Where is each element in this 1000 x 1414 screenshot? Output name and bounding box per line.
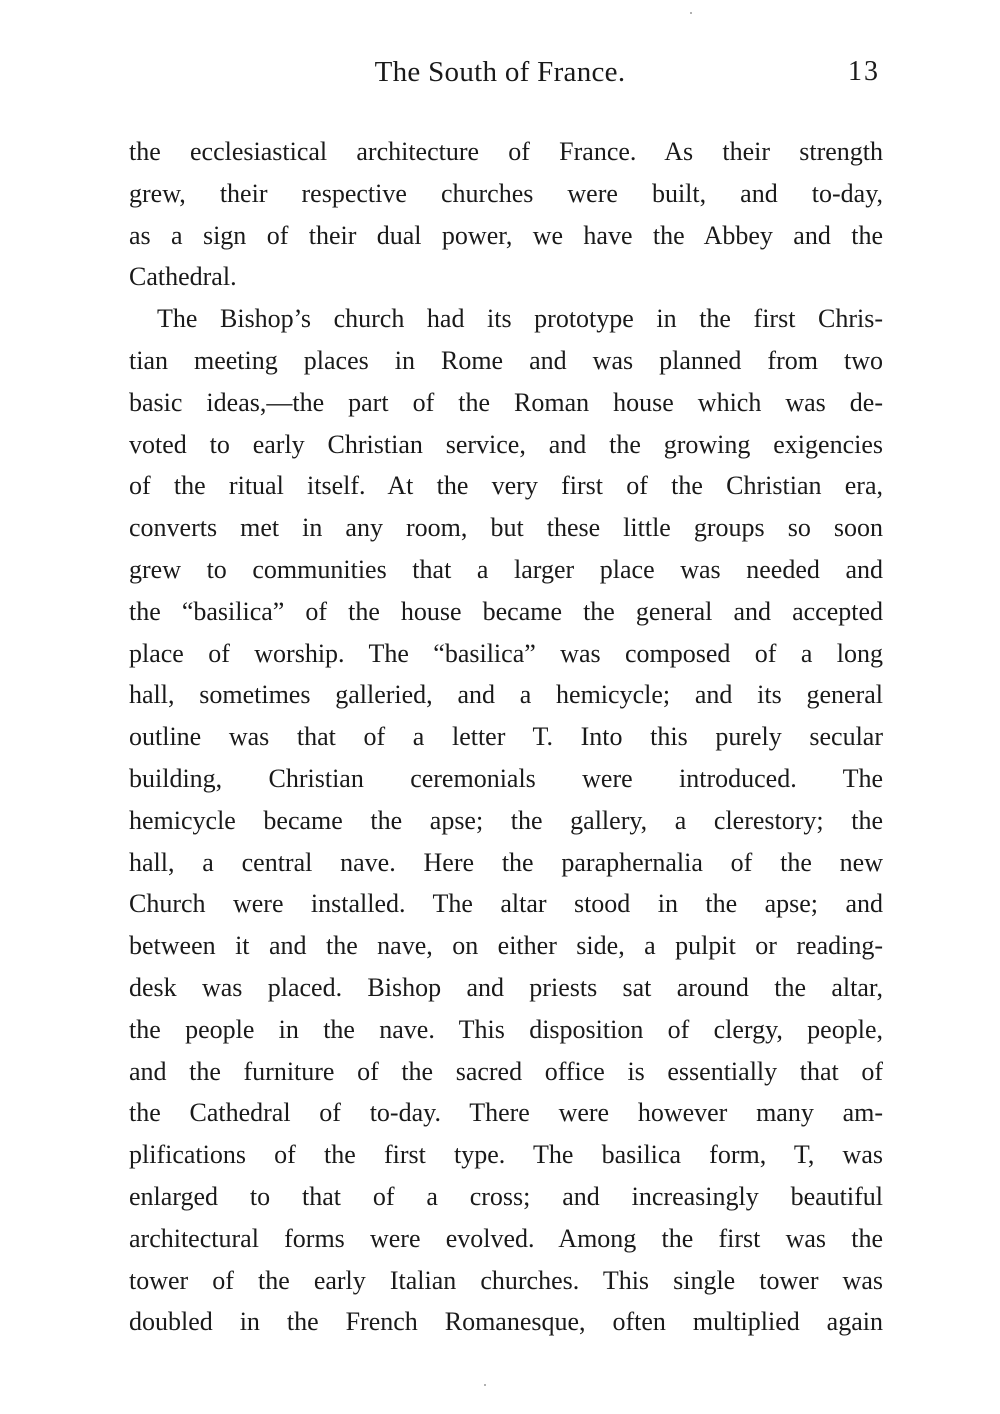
paragraph: [129, 131, 883, 298]
text-line: Cathedral.: [129, 262, 237, 292]
text-line: grew to communities that a larger place was needed and: [129, 554, 883, 584]
text-line: outline was that of a letter T. Into this purely secular: [129, 722, 883, 752]
text-line: hall, a central nave. Here the paraphernalia of the new: [129, 847, 883, 877]
body-text: [129, 131, 883, 1343]
text-line: architectural forms were evolved. Among the first was the: [129, 1223, 883, 1253]
text-line: The Bishop’s church had its prototype in the first Chris-: [157, 304, 883, 334]
page-title: The South of France.: [374, 56, 626, 88]
text-line: building, Christian ceremonials were introduced. The: [129, 763, 883, 793]
text-line: tower of the early Italian churches. This single tower was: [129, 1265, 883, 1295]
text-line: the ecclesiastical architecture of France. As their strength: [129, 137, 883, 166]
paragraph: [129, 298, 883, 1343]
text-line: desk was placed. Bishop and priests sat around the altar,: [129, 972, 883, 1002]
text-line: voted to early Christian service, and the growing exigencies: [129, 429, 883, 459]
text-line: the people in the nave. This disposition of clergy, people,: [129, 1014, 883, 1044]
text-line: hemicycle became the apse; the gallery, a clerestory; the: [129, 805, 883, 835]
paper-speck: [690, 12, 692, 14]
text-line: and the furniture of the sacred office is essentially that of: [129, 1056, 883, 1086]
text-line: between it and the nave, on either side, a pulpit or reading-: [129, 931, 883, 961]
text-line: enlarged to that of a cross; and increasingly beautiful: [129, 1181, 883, 1211]
text-line: as a sign of their dual power, we have the Abbey and the: [129, 220, 883, 250]
text-line: the Cathedral of to-day. There were however many am-: [129, 1098, 883, 1128]
text-line: hall, sometimes galleried, and a hemicycle; and its general: [129, 680, 883, 710]
text-line: grew, their respective churches were built, and to-day,: [129, 178, 883, 208]
text-line: plifications of the first type. The basilica form, T, was: [129, 1140, 883, 1170]
text-line: place of worship. The “basilica” was composed of a long: [129, 638, 883, 668]
text-line: basic ideas,—the part of the Roman house which was de-: [129, 387, 883, 417]
text-line: of the ritual itself. At the very first of the Christian era,: [129, 471, 883, 501]
running-head: [0, 52, 1000, 92]
text-line: tian meeting places in Rome and was planned from two: [129, 345, 883, 375]
text-line: converts met in any room, but these little groups so soon: [129, 513, 883, 543]
page-number: 13: [848, 56, 880, 87]
text-line: doubled in the French Romanesque, often multiplied again: [129, 1307, 883, 1337]
text-line: the “basilica” of the house became the general and accepted: [129, 596, 883, 626]
text-line: Church were installed. The altar stood in the apse; and: [129, 889, 883, 919]
paper-speck: [484, 1384, 486, 1386]
